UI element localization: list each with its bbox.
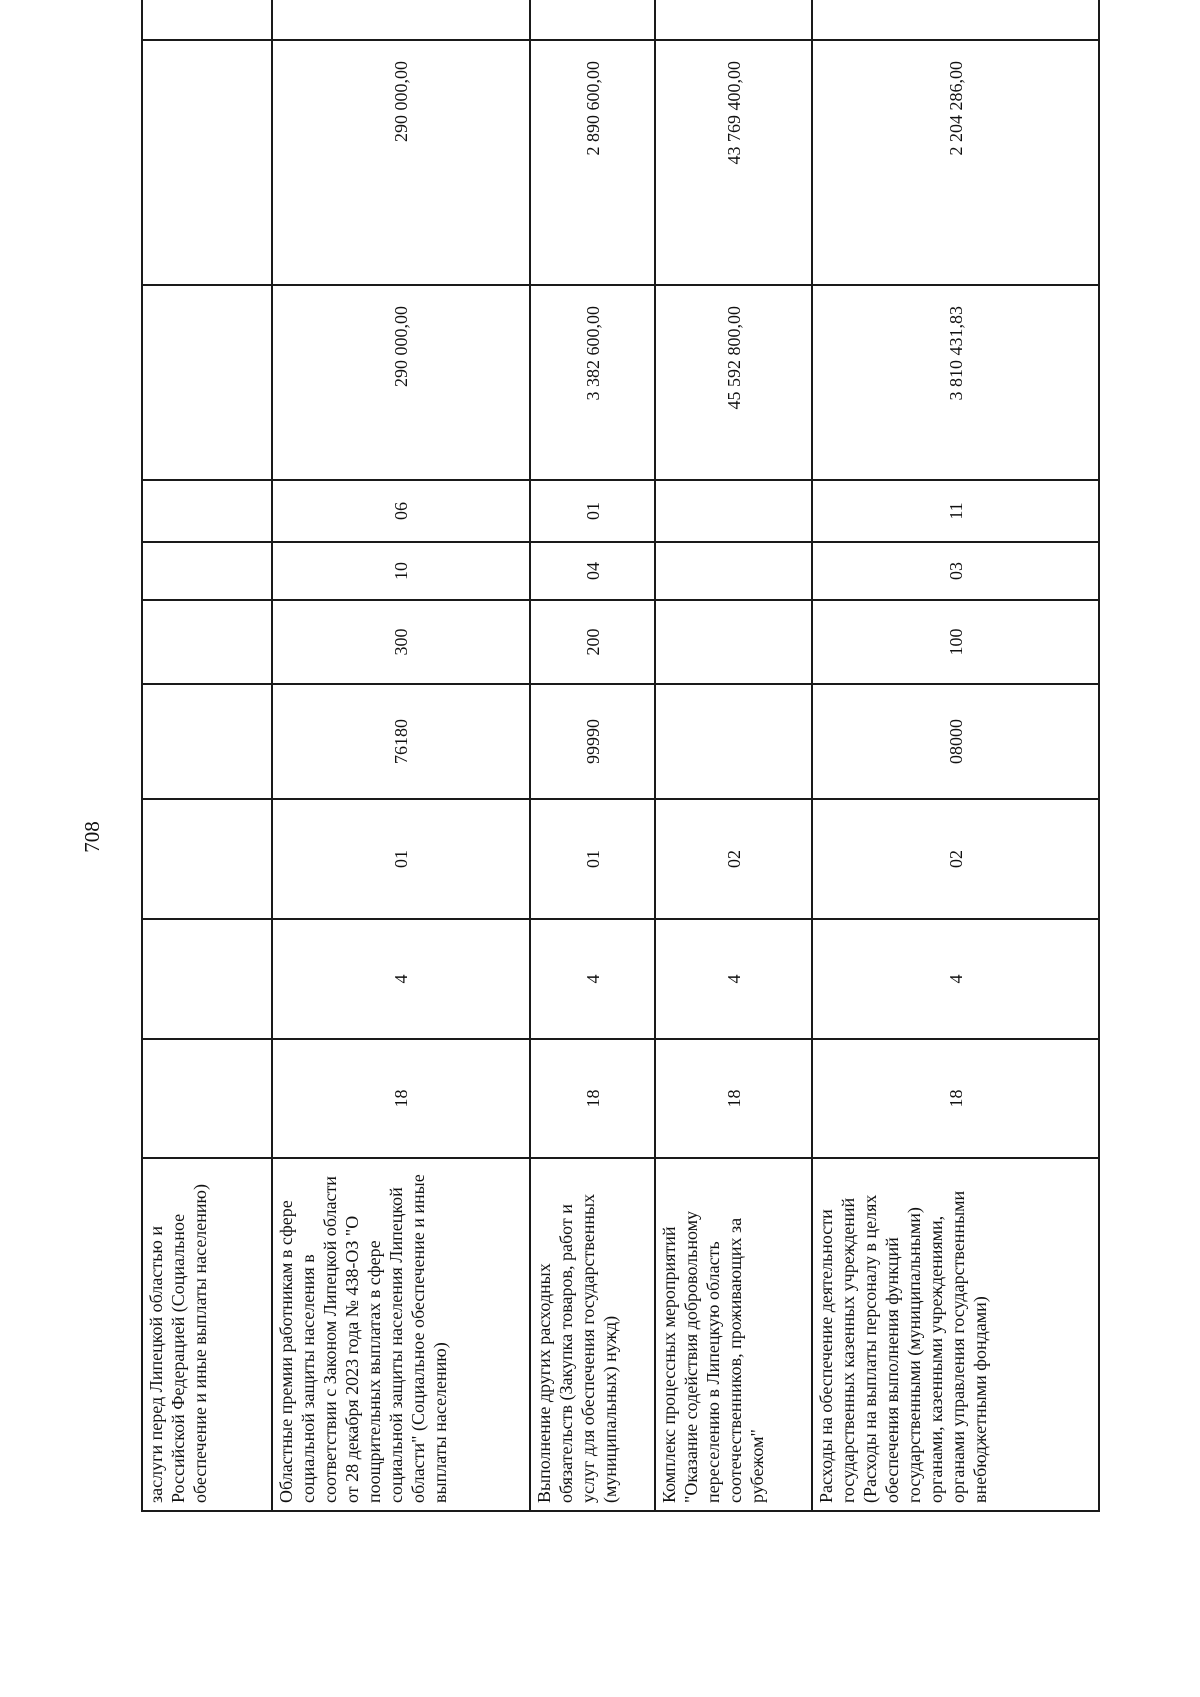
- code-cell: 18: [530, 1039, 655, 1158]
- code-cell: 18: [272, 1039, 530, 1158]
- code-cell: 4: [655, 919, 812, 1039]
- code-cell: 01: [272, 799, 530, 919]
- amount-cell: 2 890 600,00: [530, 40, 655, 285]
- row-name: Областные премии работникам в сфере социальной защиты населения в соответствии с Законом Липецкой области от 28 декабря 2023 года № 438-ОЗ "О поощрительных выплатах в сфере социальной защиты населения Липецкой области" (Социальное обеспечение и иные выплаты населению): [272, 1158, 530, 1511]
- code-cell: 01: [530, 799, 655, 919]
- amount-cell: 45 592 800,00: [655, 285, 812, 480]
- amount-cell: [812, 0, 1099, 40]
- table-row: [812, 0, 1099, 1511]
- code-cell: [655, 684, 812, 799]
- code-cell: 02: [812, 799, 1099, 919]
- amount-cell: [530, 0, 655, 40]
- code-cell: [142, 542, 272, 600]
- code-cell: 18: [812, 1039, 1099, 1158]
- code-cell: [142, 480, 272, 542]
- code-cell: [142, 684, 272, 799]
- row-name: Комплекс процессных мероприятий "Оказание содействия добровольному переселению в Липецкую область соотечественников, проживающих за рубежом": [655, 1158, 812, 1511]
- code-cell: 03: [812, 542, 1099, 600]
- amount-cell: 3 810 431,83: [812, 285, 1099, 480]
- code-cell: 99990: [530, 684, 655, 799]
- code-cell: 02: [655, 799, 812, 919]
- table-row: [530, 0, 655, 1511]
- row-name: заслуги перед Липецкой областью и Российской Федерацией (Социальное обеспечение и иные выплаты населению): [142, 1158, 272, 1511]
- amount-cell: [142, 285, 272, 480]
- amount-cell: [655, 0, 812, 40]
- code-cell: 08000: [812, 684, 1099, 799]
- table-row: [655, 0, 812, 1511]
- code-cell: [142, 600, 272, 684]
- code-cell: 200: [530, 600, 655, 684]
- code-cell: 18: [655, 1039, 812, 1158]
- budget-table: [141, 0, 1100, 1512]
- code-cell: 100: [812, 600, 1099, 684]
- amount-cell: [272, 0, 530, 40]
- amount-cell: [142, 0, 272, 40]
- code-cell: 300: [272, 600, 530, 684]
- amount-cell: 43 769 400,00: [655, 40, 812, 285]
- amount-cell: [142, 40, 272, 285]
- code-cell: 06: [272, 480, 530, 542]
- code-cell: [142, 919, 272, 1039]
- table-row: [142, 0, 272, 1511]
- amount-cell: 2 204 286,00: [812, 40, 1099, 285]
- code-cell: 10: [272, 542, 530, 600]
- code-cell: 04: [530, 542, 655, 600]
- code-cell: 4: [812, 919, 1099, 1039]
- code-cell: [142, 1039, 272, 1158]
- code-cell: 4: [530, 919, 655, 1039]
- amount-cell: 3 382 600,00: [530, 285, 655, 480]
- code-cell: 4: [272, 919, 530, 1039]
- page-number: 708: [80, 821, 104, 853]
- budget-table-rotated: [141, 56, 1098, 1512]
- code-cell: 01: [530, 480, 655, 542]
- amount-cell: 290 000,00: [272, 285, 530, 480]
- code-cell: [655, 600, 812, 684]
- code-cell: 11: [812, 480, 1099, 542]
- row-name: Расходы на обеспечение деятельности государственных казенных учреждений (Расходы на выплаты персоналу в целях обеспечения выполнения функций государственными (муниципальными) органами, казенными учреждениями, органами управления государственными внебюджетными фондами): [812, 1158, 1099, 1511]
- code-cell: [655, 480, 812, 542]
- row-name: Выполнение других расходных обязательств (Закупка товаров, работ и услуг для обеспечения государственных (муниципальных) нужд): [530, 1158, 655, 1511]
- code-cell: 76180: [272, 684, 530, 799]
- amount-cell: 290 000,00: [272, 40, 530, 285]
- code-cell: [142, 799, 272, 919]
- table-row: [272, 0, 530, 1511]
- code-cell: [655, 542, 812, 600]
